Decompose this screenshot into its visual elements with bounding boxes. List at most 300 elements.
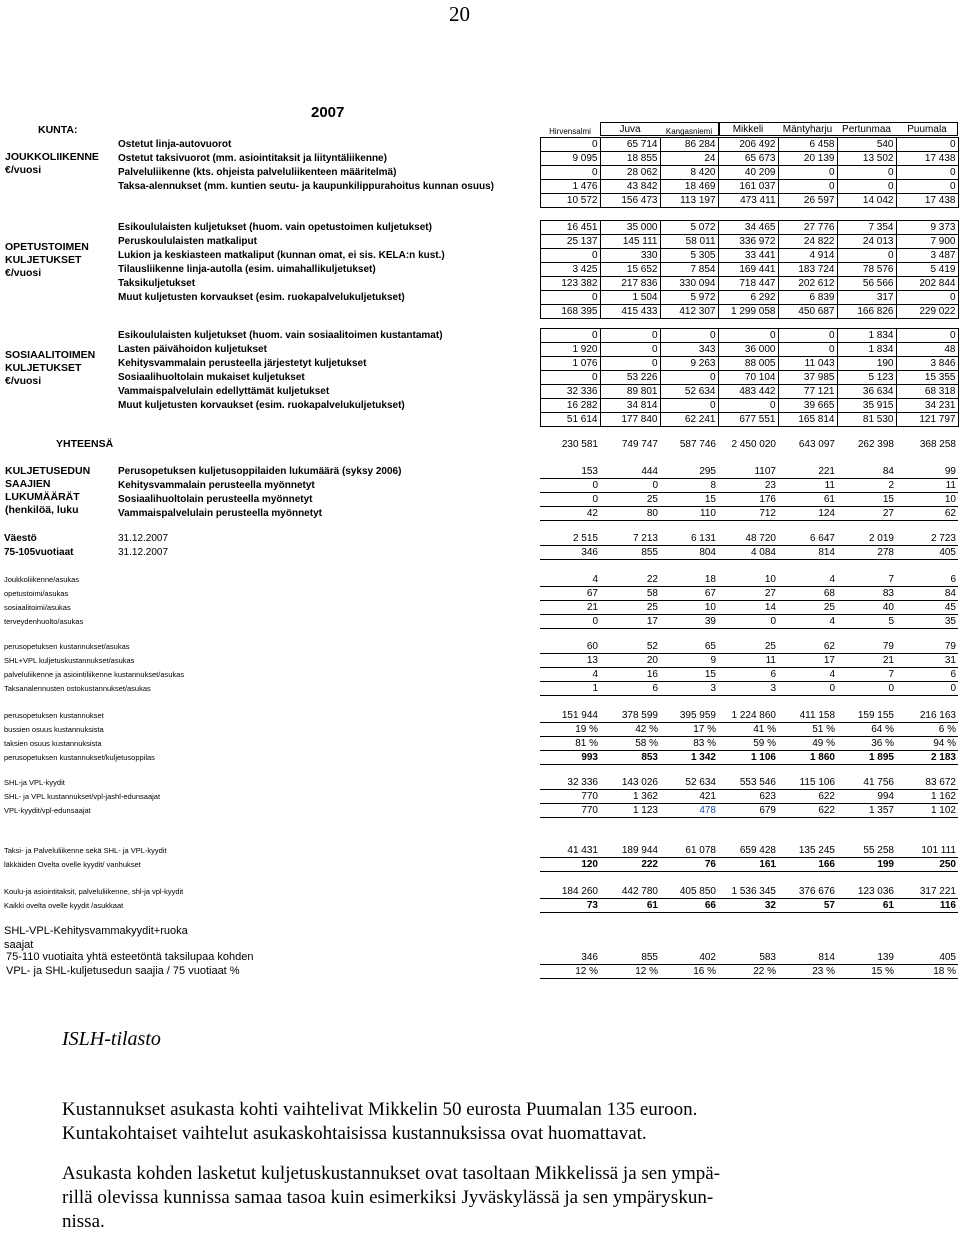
cell-kangasniemi: 61 078 [660, 844, 718, 858]
cell-juva: 0 [600, 479, 660, 493]
table-row [4, 668, 958, 682]
cell-puumala: 0 [896, 291, 958, 305]
cell-pertunmaa: 36 % [837, 737, 896, 751]
group-opetustoimi: OPETUSTOIMEN KULJETUKSET €/vuosi [5, 241, 89, 279]
cell-mikkeli: 36 000 [718, 343, 778, 357]
row-label: terveydenhuolto/asukas [4, 617, 84, 627]
cell-puumala: 35 [896, 615, 958, 629]
row-label [116, 413, 540, 427]
row-label: Kaikki ovelta ovelle kyydit /asukkaat [4, 901, 124, 911]
cell-hirvensalmi: 73 [540, 899, 600, 913]
cell-hirvensalmi: 993 [540, 751, 600, 765]
row-label: SHL- ja VPL kustannukset/vpl-jashl-edunsaajat [4, 792, 161, 802]
cost-table-5 [4, 844, 958, 872]
cell-mikkeli: 40 209 [718, 166, 778, 180]
cell-juva: 61 [600, 899, 660, 913]
table-row [4, 709, 958, 723]
table-row [4, 737, 958, 751]
cell-hirvensalmi: 1 [540, 682, 600, 696]
cell-puumala: 83 672 [896, 776, 958, 790]
lukumaarat-table [116, 465, 958, 521]
cell-kangasniemi: 0 [660, 399, 718, 413]
cell-pertunmaa: 1 895 [837, 751, 896, 765]
paragraph-2-line-2: rillä olevissa kunnissa samaa tasoa kuin esimerkiksi Jyväskylässä ja sen ympäryskun- [62, 1187, 714, 1208]
cell-m-ntyharju: 4 [778, 668, 837, 682]
cell-juva: 52 [600, 640, 660, 654]
cell-m-ntyharju: 183 724 [778, 263, 837, 277]
table-row [116, 385, 958, 399]
cell-juva: 0 [600, 343, 660, 357]
cell-pertunmaa: 278 [837, 546, 896, 560]
cell-kangasniemi: 65 [660, 640, 718, 654]
cell-pertunmaa: 14 042 [837, 194, 896, 208]
cell-kangasniemi: 0 [660, 371, 718, 385]
cell-mikkeli: 718 447 [718, 277, 778, 291]
cell-hirvensalmi: 42 [540, 507, 600, 521]
cell-mikkeli: 161 037 [718, 180, 778, 194]
cell-kangasniemi: 18 [660, 573, 718, 587]
cell-juva: 18 855 [600, 152, 660, 166]
row-label [116, 438, 540, 452]
table-row [116, 221, 958, 235]
cell-kangasniemi: 7 854 [660, 263, 718, 277]
cell-hirvensalmi: 12 % [540, 965, 600, 979]
cell-juva: 853 [600, 751, 660, 765]
cell-puumala: 2 723 [896, 532, 958, 546]
cell-m-ntyharju: 20 139 [778, 152, 837, 166]
cell-pertunmaa: 15 % [837, 965, 896, 979]
sosiaalitoimi-table [116, 328, 959, 427]
table-row [116, 291, 958, 305]
cell-hirvensalmi: 32 336 [540, 776, 600, 790]
table-row [4, 965, 958, 979]
cell-m-ntyharju: 814 [778, 546, 837, 560]
cell-mikkeli: 1 536 345 [718, 885, 778, 899]
cell-puumala: 0 [896, 682, 958, 696]
cell-juva: 855 [600, 546, 660, 560]
row-label: Vammaispalvelulain perusteella myönnetyt [118, 508, 322, 520]
cell-juva: 1 123 [600, 804, 660, 818]
cell-kangasniemi: 10 [660, 601, 718, 615]
cell-juva: 28 062 [600, 166, 660, 180]
paragraph-2 [62, 1162, 720, 1234]
cell-juva: 89 801 [600, 385, 660, 399]
cell-puumala: 101 111 [896, 844, 958, 858]
cell-hirvensalmi: 0 [540, 615, 600, 629]
cell-puumala: 7 900 [896, 235, 958, 249]
cost-table-7 [4, 951, 958, 979]
row-label: Esikoululaisten kuljetukset (huom. vain opetustoimen kuljetukset) [118, 222, 432, 233]
cell-hirvensalmi: 0 [540, 291, 600, 305]
cell-hirvensalmi: 770 [540, 790, 600, 804]
cell-m-ntyharju: 11 [778, 479, 837, 493]
cell-pertunmaa: 21 [837, 654, 896, 668]
cell-pertunmaa: 1 357 [837, 804, 896, 818]
header-box [600, 122, 720, 136]
cell-pertunmaa: 159 155 [837, 709, 896, 723]
cell-puumala: 84 [896, 587, 958, 601]
table-row [4, 654, 958, 668]
paragraph-1 [62, 1098, 697, 1146]
cell-mikkeli: 10 [718, 573, 778, 587]
cell-pertunmaa: 123 036 [837, 885, 896, 899]
cell-puumala: 94 % [896, 737, 958, 751]
cell-pertunmaa: 41 756 [837, 776, 896, 790]
cell-kangasniemi: 8 [660, 479, 718, 493]
cell-kangasniemi: 343 [660, 343, 718, 357]
cell-m-ntyharju: 221 [778, 465, 837, 479]
cell-m-ntyharju: 115 106 [778, 776, 837, 790]
cell-puumala: 116 [896, 899, 958, 913]
cell-kangasniemi: 24 [660, 152, 718, 166]
block-7-titles [4, 924, 188, 952]
cell-mikkeli: 2 450 020 [731, 439, 776, 451]
group-sosiaalitoimi: SOSIAALITOIMEN KULJETUKSET €/vuosi [5, 349, 96, 387]
cell-mikkeli: 6 [718, 668, 778, 682]
cell-hirvensalmi: 1 076 [540, 357, 600, 371]
paragraph-1-line-1: Kustannukset asukasta kohti vaihtelivat Mikkelin 50 eurosta Puumalan 135 euroon. [62, 1099, 698, 1120]
table-row [4, 751, 958, 765]
table-row [4, 776, 958, 790]
row-label: Taksa-alennukset (mm. kuntien seutu- ja kaupunkilippurahoitus kunnan osuus) [118, 181, 494, 192]
cell-juva: 415 433 [600, 305, 660, 319]
row-label: Taksi- ja Palveluliikenne sekä SHL- ja VPL-kyydit [4, 846, 167, 856]
row-label: Sosiaalihuoltolain perusteella myönnetyt [118, 494, 313, 506]
cell-kangasniemi: 8 420 [660, 166, 718, 180]
row-label: Esikoululaisten kuljetukset (huom. vain sosiaalitoimen kustantamat) [118, 330, 443, 341]
cell-m-ntyharju: 49 % [778, 737, 837, 751]
cell-pertunmaa: 317 [837, 291, 896, 305]
cell-hirvensalmi: 32 336 [540, 385, 600, 399]
cell-kangasniemi: 9 263 [660, 357, 718, 371]
cell-hirvensalmi: 3 425 [540, 263, 600, 277]
cell-m-ntyharju: 814 [778, 951, 837, 965]
row-label: Lukion ja keskiasteen matkaliput (kunnan omat, ei sis. KELA:n kust.) [118, 250, 445, 261]
cell-mikkeli: 712 [718, 507, 778, 521]
cell-mikkeli: 14 [718, 601, 778, 615]
table-row [116, 507, 958, 521]
cell-hirvensalmi: 4 [540, 668, 600, 682]
table-row [4, 790, 958, 804]
cell-puumala: 405 [896, 951, 958, 965]
cell-puumala: 216 163 [896, 709, 958, 723]
cell-m-ntyharju: 622 [778, 790, 837, 804]
cell-hirvensalmi: 230 581 [561, 439, 598, 451]
cell-hirvensalmi: 168 395 [540, 305, 600, 319]
cell-juva: 7 213 [600, 532, 660, 546]
cell-mikkeli: 623 [718, 790, 778, 804]
cell-pertunmaa: 2 [837, 479, 896, 493]
cell-hirvensalmi: 19 % [540, 723, 600, 737]
paragraph-2-line-1: Asukasta kohden lasketut kuljetuskustannukset ovat tasoltaan Mikkelissä ja sen ympä- [62, 1163, 721, 1184]
cell-hirvensalmi: 25 137 [540, 235, 600, 249]
cell-pertunmaa: 55 258 [837, 844, 896, 858]
cell-juva: 16 [600, 668, 660, 682]
table-row [4, 723, 958, 737]
paragraph-1-line-2: Kuntakohtaiset vaihtelut asukaskohtaisissa kustannuksissa ovat huomattavat. [62, 1123, 647, 1144]
cell-kangasniemi: 395 959 [660, 709, 718, 723]
cell-pertunmaa: 0 [837, 249, 896, 263]
cell-mikkeli: 483 442 [718, 385, 778, 399]
cell-kangasniemi: 421 [660, 790, 718, 804]
cell-pertunmaa: 24 013 [837, 235, 896, 249]
header-juva: Juva [619, 124, 641, 135]
table-row [4, 532, 958, 546]
cell-hirvensalmi: 184 260 [540, 885, 600, 899]
cell-mikkeli: 3 [718, 682, 778, 696]
cell-mikkeli: 0 [718, 399, 778, 413]
cost-table-3 [4, 709, 958, 765]
cell-juva: 65 714 [600, 138, 660, 152]
cell-pertunmaa: 540 [837, 138, 896, 152]
cell-mikkeli: 1107 [718, 465, 778, 479]
cell-mikkeli: 1 299 058 [718, 305, 778, 319]
cell-hirvensalmi: 67 [540, 587, 600, 601]
row-label: Perusopetuksen kuljetusoppilaiden lukumäärä (syksy 2006) [118, 466, 402, 478]
cell-pertunmaa: 56 566 [837, 277, 896, 291]
cell-mikkeli: 33 441 [718, 249, 778, 263]
cell-puumala: 368 258 [919, 439, 956, 451]
cell-hirvensalmi: 0 [540, 479, 600, 493]
cell-mikkeli: 88 005 [718, 357, 778, 371]
table-row [116, 194, 958, 208]
cell-kangasniemi: 9 [660, 654, 718, 668]
table-row [116, 399, 958, 413]
cell-hirvensalmi: 0 [540, 493, 600, 507]
cost-table-6 [4, 885, 958, 913]
table-row [4, 804, 958, 818]
cell-kangasniemi: 402 [660, 951, 718, 965]
cell-kangasniemi: 295 [660, 465, 718, 479]
cell-m-ntyharju: 6 839 [778, 291, 837, 305]
cell-hirvensalmi: 21 [540, 601, 600, 615]
cell-mikkeli: 23 [718, 479, 778, 493]
table-row [116, 438, 958, 452]
cell-hirvensalmi: 346 [540, 951, 600, 965]
table-row [116, 249, 958, 263]
cell-m-ntyharju: 4 [778, 573, 837, 587]
cell-juva: 35 000 [600, 221, 660, 235]
row-label: perusopetuksen kustannukset/asukas [4, 642, 130, 652]
cell-m-ntyharju: 27 776 [778, 221, 837, 235]
cell-puumala: 18 % [896, 965, 958, 979]
group-joukkoliikenne: JOUKKOLIIKENNE €/vuosi [5, 151, 99, 176]
table-row [4, 858, 958, 872]
cell-m-ntyharju: 77 121 [778, 385, 837, 399]
cell-pertunmaa: 61 [837, 899, 896, 913]
cell-juva: 25 [600, 493, 660, 507]
cell-juva: 34 814 [600, 399, 660, 413]
header-hirvensalmi: Hirvensalmi [549, 127, 591, 136]
cell-mikkeli: 27 [718, 587, 778, 601]
cell-m-ntyharju: 6 647 [778, 532, 837, 546]
row-label: SHL+VPL kuljetuskustannukset/asukas [4, 656, 135, 666]
cell-puumala: 250 [896, 858, 958, 872]
cell-pertunmaa: 2 019 [837, 532, 896, 546]
table-row [4, 682, 958, 696]
per-capita-table-2 [4, 640, 958, 696]
table-row [116, 343, 958, 357]
cell-m-ntyharju: 11 043 [778, 357, 837, 371]
block-7-title: SHL-VPL-Kehitysvammakyydit+ruoka [4, 925, 188, 937]
opetustoimi-table [116, 220, 959, 319]
cell-pertunmaa: 27 [837, 507, 896, 521]
cell-m-ntyharju: 23 % [778, 965, 837, 979]
row-label: SHL-ja VPL-kyydit [4, 778, 65, 788]
table-row [4, 601, 958, 615]
cell-m-ntyharju: 0 [778, 166, 837, 180]
cell-mikkeli: 583 [718, 951, 778, 965]
cell-juva: 22 [600, 573, 660, 587]
cell-m-ntyharju: 26 597 [778, 194, 837, 208]
cell-puumala: 79 [896, 640, 958, 654]
cell-juva: 145 111 [600, 235, 660, 249]
cell-puumala: 9 373 [896, 221, 958, 235]
cell-puumala: 15 355 [896, 371, 958, 385]
row-label [116, 305, 540, 319]
cell-m-ntyharju: 202 612 [778, 277, 837, 291]
cell-mikkeli: 25 [718, 640, 778, 654]
cell-pertunmaa: 84 [837, 465, 896, 479]
row-label: Muut kuljetusten korvaukset (esim. ruokapalvelukuljetukset) [118, 292, 405, 303]
cell-juva: 749 747 [621, 439, 658, 451]
cell-hirvensalmi: 13 [540, 654, 600, 668]
cell-pertunmaa: 0 [837, 166, 896, 180]
cell-kangasniemi: 6 131 [660, 532, 718, 546]
table-row [116, 371, 958, 385]
cell-m-ntyharju: 4 [778, 615, 837, 629]
cell-m-ntyharju: 643 097 [798, 439, 835, 451]
table-row [116, 493, 958, 507]
table-row [116, 138, 958, 152]
row-label: Kehitysvammalain perusteella järjestetyt kuljetukset [118, 358, 367, 369]
row-label [116, 194, 540, 208]
cell-pertunmaa: 13 502 [837, 152, 896, 166]
cell-puumala: 68 318 [896, 385, 958, 399]
cell-mikkeli: 48 720 [718, 532, 778, 546]
cell-m-ntyharju: 6 458 [778, 138, 837, 152]
cell-juva: 330 [600, 249, 660, 263]
cell-puumala: 3 846 [896, 357, 958, 371]
cell-juva: 189 944 [600, 844, 660, 858]
cell-mikkeli: 679 [718, 804, 778, 818]
cell-kangasniemi: 58 011 [660, 235, 718, 249]
cell-kangasniemi: 804 [660, 546, 718, 560]
row-label: Ostetut linja-autovuorot [118, 139, 232, 150]
cell-mikkeli: 169 441 [718, 263, 778, 277]
cell-kangasniemi: 16 % [660, 965, 718, 979]
cell-juva: 1 362 [600, 790, 660, 804]
row-label: Lasten päivähoidon kuljetukset [118, 344, 267, 355]
cell-puumala: 1 102 [896, 804, 958, 818]
cell-juva: 855 [600, 951, 660, 965]
cell-hirvensalmi: 10 572 [540, 194, 600, 208]
cell-kangasniemi: 5 072 [660, 221, 718, 235]
cell-juva: 442 780 [600, 885, 660, 899]
cell-mikkeli: 59 % [718, 737, 778, 751]
cell-kangasniemi: 405 850 [660, 885, 718, 899]
cell-mikkeli: 0 [718, 615, 778, 629]
cell-mikkeli: 34 465 [718, 221, 778, 235]
cell-hirvensalmi: 0 [540, 249, 600, 263]
cell-puumala: 1 162 [896, 790, 958, 804]
cell-mikkeli: 553 546 [718, 776, 778, 790]
cell-mikkeli: 11 [718, 654, 778, 668]
cell-mikkeli: 4 084 [718, 546, 778, 560]
row-label: läkkäiden Ovelta ovelle kyydit/ vanhukset [4, 860, 141, 870]
cell-puumala: 6 [896, 573, 958, 587]
cell-puumala: 34 231 [896, 399, 958, 413]
row-date: 31.12.2007 [118, 547, 169, 559]
cell-m-ntyharju: 37 985 [778, 371, 837, 385]
cell-mikkeli: 677 551 [718, 413, 778, 427]
cell-puumala: 317 221 [896, 885, 958, 899]
row-label: Taksanalennusten ostokustannukset/asukas [4, 684, 151, 694]
cell-pertunmaa: 81 530 [837, 413, 896, 427]
header-kangasniemi: Kangasniemi [665, 127, 713, 136]
cell-hirvensalmi: 0 [540, 371, 600, 385]
cell-puumala: 229 022 [896, 305, 958, 319]
cell-pertunmaa: 7 [837, 573, 896, 587]
cell-puumala: 5 419 [896, 263, 958, 277]
row-label: Palveluliikenne (kts. ohjeista palveluliikenteen määritelmä) [118, 167, 397, 178]
cell-pertunmaa: 36 634 [837, 385, 896, 399]
cell-m-ntyharju: 124 [778, 507, 837, 521]
row-label: sosiaalitoimi/asukas [4, 603, 71, 613]
cell-pertunmaa: 64 % [837, 723, 896, 737]
row-label: Taksikuljetukset [118, 278, 196, 289]
cell-kangasniemi: 15 [660, 493, 718, 507]
header-m-ntyharju: Mäntyharju [782, 124, 833, 135]
row-label: VPL- ja SHL-kuljetusedun saajia / 75 vuotiaat % [6, 965, 240, 978]
cell-mikkeli: 70 104 [718, 371, 778, 385]
cell-pertunmaa: 79 [837, 640, 896, 654]
table-row [116, 152, 958, 166]
cell-juva: 58 % [600, 737, 660, 751]
cell-juva: 378 599 [600, 709, 660, 723]
cell-juva: 217 836 [600, 277, 660, 291]
cell-puumala: 17 438 [896, 152, 958, 166]
header-mikkeli: Mikkeli [732, 124, 764, 135]
cell-pertunmaa: 994 [837, 790, 896, 804]
cell-juva: 58 [600, 587, 660, 601]
cell-pertunmaa: 1 834 [837, 343, 896, 357]
header-box [718, 122, 958, 136]
cell-mikkeli: 659 428 [718, 844, 778, 858]
cell-m-ntyharju: 1 860 [778, 751, 837, 765]
table-row [116, 465, 958, 479]
cell-m-ntyharju: 17 [778, 654, 837, 668]
cell-m-ntyharju: 0 [778, 180, 837, 194]
cell-puumala: 10 [896, 493, 958, 507]
cell-juva: 53 226 [600, 371, 660, 385]
cell-m-ntyharju: 622 [778, 804, 837, 818]
cell-juva: 12 % [600, 965, 660, 979]
row-label: Ostetut taksivuorot (mm. asiointitaksit ja liityntäliikenne) [118, 153, 387, 164]
cell-hirvensalmi: 41 431 [540, 844, 600, 858]
row-label: Koulu-ja asiointitaksit, palveluliikenne, shl-ja vpl-kyydit [4, 887, 184, 897]
cell-hirvensalmi: 2 515 [540, 532, 600, 546]
cell-pertunmaa: 40 [837, 601, 896, 615]
cell-juva: 43 842 [600, 180, 660, 194]
table-row [116, 357, 958, 371]
cell-kangasniemi: 67 [660, 587, 718, 601]
cell-kangasniemi: 66 [660, 899, 718, 913]
cell-juva: 143 026 [600, 776, 660, 790]
cell-m-ntyharju: 166 [778, 858, 837, 872]
row-label: Vammaispalvelulain edellyttämät kuljetukset [118, 386, 330, 397]
group-lukumaarat: KULJETUSEDUN SAAJIEN LUKUMÄÄRÄT (henkilöä, luku [5, 465, 91, 516]
